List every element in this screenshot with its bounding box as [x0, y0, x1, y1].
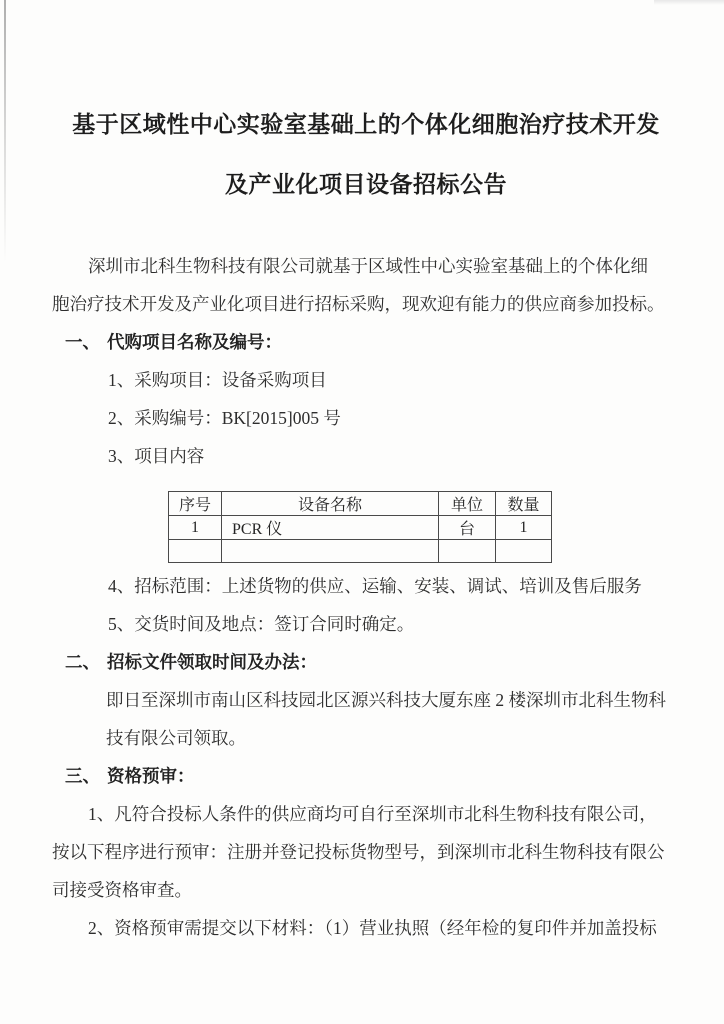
title-line-1: 基于区域性中心实验室基础上的个体化细胞治疗技术开发	[72, 112, 660, 137]
section-3-paragraph-1-line-2: 按以下程序进行预审：注册并登记投标货物型号，到深圳市北科生物科技有限公	[52, 842, 665, 862]
equipment-table	[168, 491, 552, 563]
column-header-name: 设备名称	[222, 492, 439, 516]
section-3-heading	[52, 757, 680, 795]
section-1-number: 一、	[65, 332, 100, 352]
table-row	[169, 516, 552, 540]
cell-quantity	[496, 540, 552, 563]
section-2-heading	[52, 643, 680, 681]
cell-name: PCR 仪	[222, 516, 439, 540]
section-2-number: 二、	[65, 652, 100, 672]
section-2-paragraph-line-1: 即日至深圳市南山区科技园北区源兴科技大厦东座 2 楼深圳市北科生物科	[106, 690, 666, 710]
section-1-item-3: 3、项目内容	[108, 446, 205, 466]
section-1-item-4: 4、招标范围：上述货物的供应、运输、安装、调试、培训及售后服务	[108, 576, 642, 596]
section-1-title: 代购项目名称及编号：	[107, 332, 282, 352]
document-body	[52, 247, 680, 947]
section-3-title: 资格预审：	[107, 766, 195, 786]
column-header-unit: 单位	[439, 492, 496, 516]
cell-unit	[439, 540, 496, 563]
intro-paragraph-line-2: 胞治疗技术开发及产业化项目进行招标采购，现欢迎有能力的供应商参加投标。	[52, 294, 665, 314]
section-3-paragraph-2-line-1: 2、资格预审需提交以下材料：（1）营业执照（经年检的复印件并加盖投标	[88, 918, 657, 938]
column-header-index: 序号	[169, 492, 222, 516]
document-title	[52, 108, 680, 202]
section-1-heading	[52, 323, 680, 361]
cell-unit: 台	[439, 516, 496, 540]
section-3-paragraph-1-line-1: 1、凡符合投标人条件的供应商均可自行至深圳市北科生物科技有限公司，	[88, 804, 657, 824]
equipment-table-header-row	[169, 492, 552, 516]
section-2-paragraph-line-2: 技有限公司领取。	[106, 728, 246, 748]
column-header-quantity: 数量	[496, 492, 552, 516]
section-2-title: 招标文件领取时间及办法：	[107, 652, 317, 672]
table-row-empty	[169, 540, 552, 563]
section-1-item-1: 1、采购项目：设备采购项目	[108, 370, 327, 390]
section-1-item-5: 5、交货时间及地点：签订合同时确定。	[108, 614, 415, 634]
title-line-2: 及产业化项目设备招标公告	[225, 172, 507, 197]
intro-paragraph-line-1: 深圳市北科生物科技有限公司就基于区域性中心实验室基础上的个体化细	[88, 256, 648, 276]
cell-index: 1	[169, 516, 222, 540]
cell-quantity: 1	[496, 516, 552, 540]
section-3-paragraph-1-line-3: 司接受资格审查。	[52, 880, 192, 900]
section-3-number: 三、	[65, 766, 100, 786]
cell-name	[222, 540, 439, 563]
cell-index	[169, 540, 222, 563]
section-1-item-2: 2、采购编号：BK[2015]005 号	[108, 408, 341, 428]
